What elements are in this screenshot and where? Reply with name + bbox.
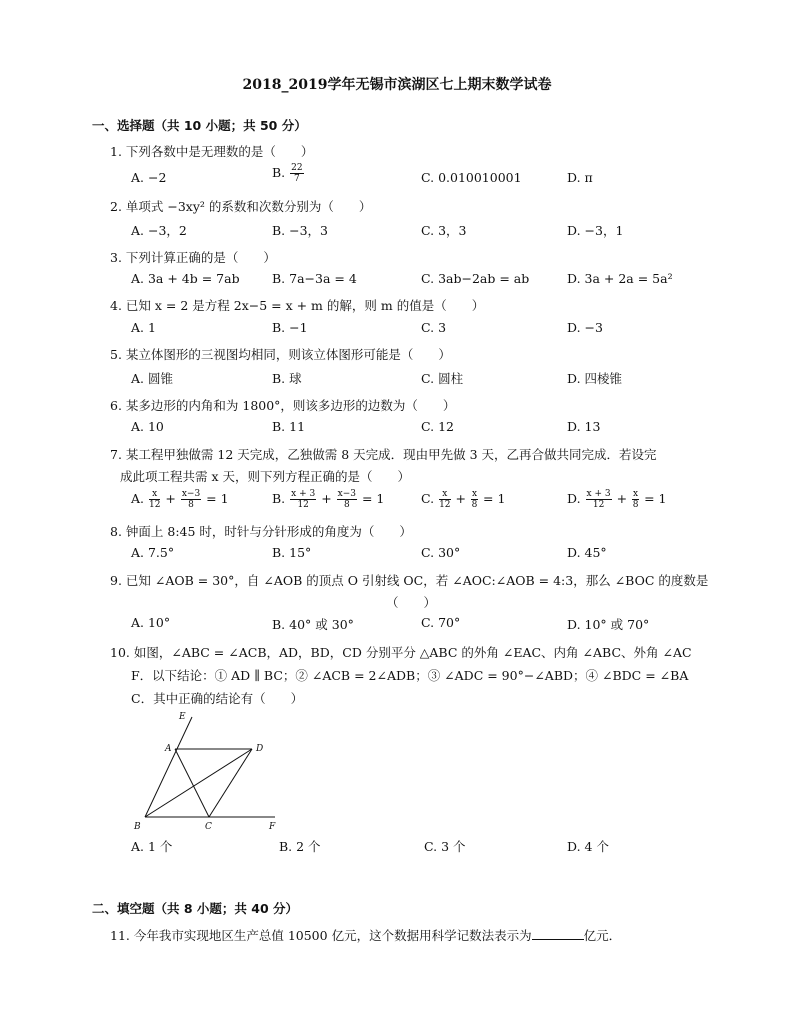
- q6-option-c: C. 12: [421, 419, 454, 434]
- question-2: 2. 单项式 −3xy² 的系数和次数分别为（ ）: [110, 199, 372, 214]
- q9-option-c: C. 70°: [421, 615, 461, 630]
- q3-option-c: C. 3ab−2ab = ab: [421, 271, 530, 286]
- q10-option-d: D. 4 个: [567, 839, 609, 854]
- q2-option-c: C. 3，3: [421, 223, 467, 238]
- page-title: 2018_2019学年无锡市滨湖区七上期末数学试卷: [242, 77, 552, 93]
- q3-option-d: D. 3a + 2a = 5a²: [567, 271, 673, 286]
- question-7-line-2: 成此项工程共需 x 天，则下列方程正确的是（ ）: [120, 469, 410, 484]
- question-1: 1. 下列各数中是无理数的是（ ）: [110, 144, 314, 159]
- q8-option-c: C. 30°: [421, 545, 461, 560]
- q1-option-b: B. $\frac{22}{7}$: [272, 163, 303, 184]
- answer-blank: [532, 939, 584, 940]
- q7-option-c: C. $\frac{x}{12}$ + $\frac{x}{8}$ = 1: [421, 489, 506, 510]
- q3-option-a: A. 3a + 4b = 7ab: [131, 271, 240, 286]
- q7-option-d: D. $\frac{x + 3}{12}$ + $\frac{x}{8}$ = 1: [567, 489, 667, 510]
- q2-option-d: D. −3，1: [567, 223, 624, 238]
- q9-option-a: A. 10°: [131, 615, 171, 630]
- question-4: 4. 已知 x = 2 是方程 2x−5 = x + m 的解，则 m 的值是（ ）: [110, 298, 485, 313]
- question-3: 3. 下列计算正确的是（ ）: [110, 250, 276, 265]
- line-dc: [209, 749, 252, 817]
- geometry-figure: [125, 705, 295, 835]
- q10-option-b: B. 2 个: [279, 839, 321, 854]
- q6-option-d: D. 13: [567, 419, 601, 434]
- q6-option-b: B. 11: [272, 419, 306, 434]
- q2-option-a: A. −3，2: [131, 223, 187, 238]
- q9-answer-paren: （ ）: [386, 595, 437, 610]
- q9-option-b: B. 40° 或 30°: [272, 617, 354, 632]
- label-b: B: [134, 822, 141, 832]
- q8-option-b: B. 15°: [272, 545, 312, 560]
- q4-option-b: B. −1: [272, 320, 308, 335]
- q6-option-a: A. 10: [131, 419, 164, 434]
- q1-option-c: C. 0.010010001: [421, 170, 522, 185]
- question-9: 9. 已知 ∠AOB = 30°，自 ∠AOB 的顶点 O 引射线 OC，若 ∠AOC:∠AOB = 4:3，那么 ∠BOC 的度数是: [110, 573, 709, 588]
- question-6: 6. 某多边形的内角和为 1800°，则该多边形的边数为（ ）: [110, 398, 456, 413]
- section-heading-fill: 二、填空题（共 8 小题；共 40 分）: [92, 901, 299, 916]
- q4-option-c: C. 3: [421, 320, 447, 335]
- section-heading-choice: 一、选择题（共 10 小题；共 50 分）: [92, 118, 307, 133]
- q7-option-a: A. $\frac{x}{12}$ + $\frac{x-3}{8}$ = 1: [131, 489, 229, 510]
- label-c: C: [205, 822, 212, 832]
- q1-option-d: D. π: [567, 170, 593, 185]
- question-10-line-3: C．其中正确的结论有（ ）: [131, 691, 304, 706]
- q1-option-a: A. −2: [131, 170, 167, 185]
- label-e: E: [179, 712, 186, 722]
- label-d: D: [256, 744, 264, 754]
- q4-option-d: D. −3: [567, 320, 603, 335]
- q7-option-b: B. $\frac{x + 3}{12}$ + $\frac{x-3}{8}$ = 1: [272, 489, 385, 510]
- question-10: 10. 如图，∠ABC = ∠ACB，AD，BD，CD 分别平分 △ABC 的外角 ∠EAC、内角 ∠ABC、外角 ∠AC: [110, 645, 692, 660]
- q10-option-c: C. 3 个: [424, 839, 466, 854]
- q9-option-d: D. 10° 或 70°: [567, 617, 650, 632]
- question-10-line-2: F．以下结论：① AD ∥ BC；② ∠ACB = 2∠ADB；③ ∠ADC = 90°−∠ABD；④ ∠BDC = ∠BA: [131, 668, 689, 683]
- question-7: 7. 某工程甲独做需 12 天完成，乙独做需 8 天完成．现由甲先做 3 天，乙再合做共同完成．若设完: [110, 447, 657, 462]
- q8-option-d: D. 45°: [567, 545, 607, 560]
- q4-option-a: A. 1: [131, 320, 156, 335]
- line-ac: [175, 749, 209, 817]
- q3-option-b: B. 7a−3a = 4: [272, 271, 357, 286]
- question-11: 11. 今年我市实现地区生产总值 10500 亿元，这个数据用科学记数法表示为 亿元．: [110, 928, 622, 943]
- question-5: 5. 某立体图形的三视图均相同，则该立体图形可能是（ ）: [110, 347, 451, 362]
- q5-option-a: A. 圆锥: [131, 371, 173, 386]
- q10-option-a: A. 1 个: [131, 839, 173, 854]
- q8-option-a: A. 7.5°: [131, 545, 175, 560]
- q2-option-b: B. −3，3: [272, 223, 329, 238]
- label-f: F: [269, 822, 276, 832]
- q5-option-c: C. 圆柱: [421, 371, 464, 386]
- label-a: A: [165, 744, 172, 754]
- q5-option-b: B. 球: [272, 371, 302, 386]
- q5-option-d: D. 四棱锥: [567, 371, 623, 386]
- question-8: 8. 钟面上 8:45 时，时针与分针形成的角度为（ ）: [110, 524, 412, 539]
